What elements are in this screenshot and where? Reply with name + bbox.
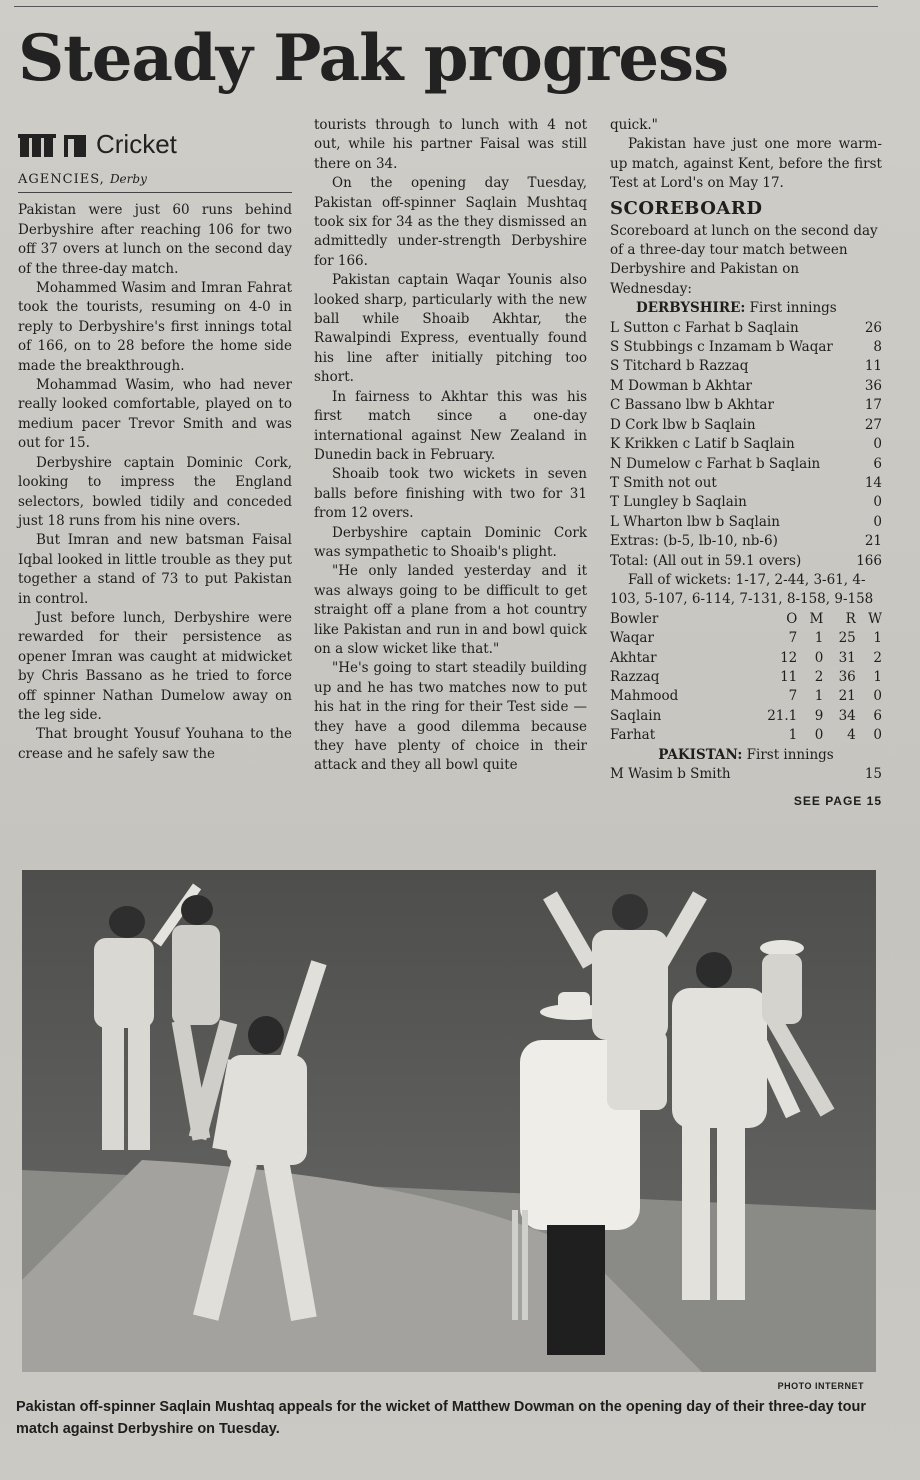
bowling-header-row	[610, 610, 882, 629]
batting-row	[610, 396, 882, 415]
bowler-runs: 21	[838, 688, 856, 705]
bowler-maidens: 2	[814, 668, 824, 685]
batting-row	[610, 513, 882, 532]
bowler-maidens: 0	[814, 727, 824, 744]
scoreboard-intro: Scoreboard at lunch on the second day of a three-day tour match between Derbyshire and Pakistan on Wednesday:	[610, 222, 878, 297]
derbyshire-innings-heading	[610, 299, 882, 318]
section-header	[18, 124, 292, 166]
bowling-header-runs: R	[845, 610, 856, 627]
bowler-name: Mahmood	[610, 688, 679, 705]
bowler-runs: 4	[847, 727, 856, 744]
bowling-row	[610, 707, 882, 726]
batsman-runs: 36	[864, 377, 882, 394]
bowling-row	[610, 629, 882, 648]
article-paragraph: Shoaib took two wickets in seven balls before finishing with two for 31 from 12 overs.	[314, 466, 587, 522]
bowler-wickets: 1	[873, 630, 882, 647]
batsman-runs: 8	[873, 339, 882, 356]
bowler-wickets: 1	[873, 668, 882, 685]
scoreboard-title: SCOREBOARD	[610, 197, 763, 219]
photo-caption: Pakistan off-spinner Saqlain Mushtaq appeals for the wicket of Matthew Dowman on the opening day of their three-day tour match against Derbyshire on Tuesday.	[16, 1399, 866, 1437]
article-paragraph: Just before lunch, Derbyshire were rewarded for their persistence as opener Imran was caught at midwicket by Chris Bassano as he tried to force off spinner Nathan Dumelow away on the leg side.	[18, 609, 292, 723]
bowler-runs: 31	[838, 649, 856, 666]
bowler-overs: 7	[788, 630, 798, 647]
pakistan-batting-list	[610, 765, 882, 784]
article-paragraph: That brought Yousuf Youhana to the crease and he safely saw the	[18, 726, 292, 762]
bowler-name: Akhtar	[610, 649, 657, 666]
batting-row	[610, 455, 882, 474]
batsman-runs: 17	[864, 397, 882, 414]
article-paragraph: Derbyshire captain Dominic Cork, looking to impress the England selectors, bowled tidily and conceded just 18 runs from his nine overs.	[18, 454, 292, 529]
batsman-runs: 15	[864, 766, 882, 782]
pakistan-innings-heading	[610, 746, 882, 765]
bowling-header-overs: O	[786, 610, 798, 627]
article-paragraph: tourists through to lunch with 4 not out, while his partner Faisal was still there on 34.	[314, 117, 587, 172]
bowler-maidens: 1	[814, 688, 824, 705]
batsman-dismissal: L Sutton c Farhat b Saqlain	[610, 319, 799, 336]
section-name: Cricket	[96, 129, 177, 160]
bowler-name: Waqar	[610, 630, 654, 647]
byline-agency: AGENCIES,	[18, 172, 105, 187]
batsman-dismissal: C Bassano lbw b Akhtar	[610, 397, 774, 414]
bowling-row	[610, 726, 882, 745]
innings-label: First innings	[745, 300, 837, 317]
batsman-runs: 21	[864, 533, 882, 550]
bowler-maidens: 1	[814, 630, 824, 647]
article-paragraph: On the opening day Tuesday, Pakistan off-spinner Saqlain Mushtaq took six for 34 as the they dismissed an admittedly under-strength Derbyshire for 166.	[314, 175, 587, 269]
bowling-header-wickets: W	[868, 610, 882, 627]
article-paragraph: Derbyshire captain Dominic Cork was sympathetic to Shoaib's plight.	[314, 524, 587, 560]
article-paragraph: "He only landed yesterday and it was always going to be difficult to get straight off a plane from a hot country like Pakistan and run in and bowl quick on a slow wicket like that."	[314, 563, 587, 657]
batsman-dismissal: K Krikken c Latif b Saqlain	[610, 436, 795, 453]
bowling-table	[610, 610, 882, 746]
batsman-runs: 0	[873, 513, 882, 530]
batting-row	[610, 357, 882, 376]
batsman-dismissal: M Dowman b Akhtar	[610, 377, 752, 394]
article-paragraph: Pakistan were just 60 runs behind Derbyshire after reaching 106 for two off 37 overs at lunch on the second day of the three-day match.	[18, 202, 292, 277]
byline-place: Derby	[109, 172, 147, 186]
article-paragraph: Pakistan captain Waqar Younis also looked sharp, particularly with the new ball while Shoaib Akhtar, the Rawalpindi Express, eventually found his line after initially pitching too short.	[314, 272, 587, 386]
photo-credit: PHOTO INTERNET	[777, 1381, 864, 1391]
bowler-name: Farhat	[610, 727, 656, 744]
innings-label: First innings	[742, 746, 834, 763]
batsman-dismissal: Extras: (b-5, lb-10, nb-6)	[610, 533, 778, 550]
batsman-runs: 14	[864, 474, 882, 491]
batsman-dismissal: S Stubbings c Inzamam b Waqar	[610, 339, 833, 356]
team-name: DERBYSHIRE:	[636, 300, 746, 317]
bowler-wickets: 0	[873, 727, 882, 744]
batsman-dismissal: T Smith not out	[610, 474, 717, 491]
team-name: PAKISTAN:	[658, 746, 743, 763]
bowler-overs: 11	[780, 668, 798, 685]
batting-row	[610, 416, 882, 435]
article-paragraph: Mohammad Wasim, who had never really looked comfortable, played on to medium pacer Trevor Smith and was out for 15.	[18, 377, 292, 452]
batsman-runs: 27	[864, 416, 882, 433]
batting-row	[610, 493, 882, 512]
batsman-runs: 11	[864, 358, 882, 375]
batting-row	[610, 377, 882, 396]
batsman-runs: 6	[873, 455, 882, 472]
see-page-link[interactable]: SEE PAGE 15	[793, 794, 882, 809]
bowler-runs: 36	[838, 668, 856, 685]
bowling-row	[610, 668, 882, 687]
article-column-1	[18, 124, 292, 764]
batsman-runs: 26	[864, 319, 882, 336]
batsman-dismissal: Total: (All out in 59.1 overs)	[610, 552, 802, 569]
headline: Steady Pak progress	[18, 21, 729, 96]
batsman-runs: 0	[873, 494, 882, 511]
cricket-wicket-logo-icon	[18, 131, 90, 159]
article-paragraph: "He's going to start steadily building up and he has two matches now to put his hat in the ring for their Test side — they have a good dilemma because they have plenty of choice in their attack and they all bowl quite	[314, 660, 587, 774]
bowler-name: Saqlain	[610, 707, 662, 724]
bowler-overs: 21.1	[767, 707, 798, 724]
article-paragraph: quick."	[610, 117, 658, 133]
bowler-overs: 7	[788, 688, 798, 705]
bowler-maidens: 0	[814, 649, 824, 666]
article-paragraph: In fairness to Akhtar this was his first match since a one-day international against New Zealand in Dunedin back in February.	[314, 388, 587, 463]
article-paragraph: But Imran and new batsman Faisal Iqbal looked in little trouble as they put together a stand of 73 to put Pakistan in control.	[18, 532, 292, 607]
bowling-header-maidens: M	[809, 610, 824, 627]
bowler-wickets: 0	[873, 688, 882, 705]
batsman-dismissal: D Cork lbw b Saqlain	[610, 416, 756, 433]
bowler-runs: 25	[838, 630, 856, 647]
batsman-runs: 166	[856, 552, 882, 569]
bowler-wickets: 6	[873, 707, 882, 724]
fall-of-wickets: Fall of wickets: 1-17, 2-44, 3-61, 4-103, 5-107, 6-114, 7-131, 8-158, 9-158	[610, 571, 874, 608]
bowler-overs: 12	[780, 649, 798, 666]
article-paragraph: Pakistan have just one more warm-up match, against Kent, before the first Test at Lord's on May 17.	[610, 136, 882, 192]
batting-row	[610, 532, 882, 551]
article-paragraph: Mohammed Wasim and Imran Fahrat took the tourists, resuming on 4-0 in reply to Derbyshire's first innings total of 166, on to 28 before the home side made the breakthrough.	[18, 280, 292, 374]
article-column-3	[610, 116, 882, 812]
batsman-runs: 0	[873, 436, 882, 453]
batting-row	[610, 552, 882, 571]
batsman-dismissal: T Lungley b Saqlain	[610, 494, 747, 511]
bowler-wickets: 2	[873, 649, 882, 666]
bowler-maidens: 9	[814, 707, 824, 724]
batting-row	[610, 765, 882, 784]
batsman-dismissal: N Dumelow c Farhat b Saqlain	[610, 455, 821, 472]
batting-row	[610, 338, 882, 357]
top-rule	[14, 6, 878, 7]
bowling-row	[610, 687, 882, 706]
batsman-dismissal: L Wharton lbw b Saqlain	[610, 513, 780, 530]
batsman-dismissal: S Titchard b Razzaq	[610, 358, 749, 375]
article-column-2	[314, 116, 587, 776]
batting-row	[610, 319, 882, 338]
batsman-dismissal: M Wasim b Smith	[610, 766, 731, 782]
match-photo	[22, 870, 876, 1372]
bowler-runs: 34	[838, 707, 856, 724]
batting-row	[610, 435, 882, 454]
bowler-name: Razzaq	[610, 668, 660, 685]
cricket-photo-illustration	[22, 870, 876, 1372]
bowling-row	[610, 649, 882, 668]
batting-list	[610, 319, 882, 571]
byline	[18, 170, 292, 193]
bowling-header-bowler: Bowler	[610, 610, 659, 627]
batting-row	[610, 474, 882, 493]
bowler-overs: 1	[788, 727, 798, 744]
